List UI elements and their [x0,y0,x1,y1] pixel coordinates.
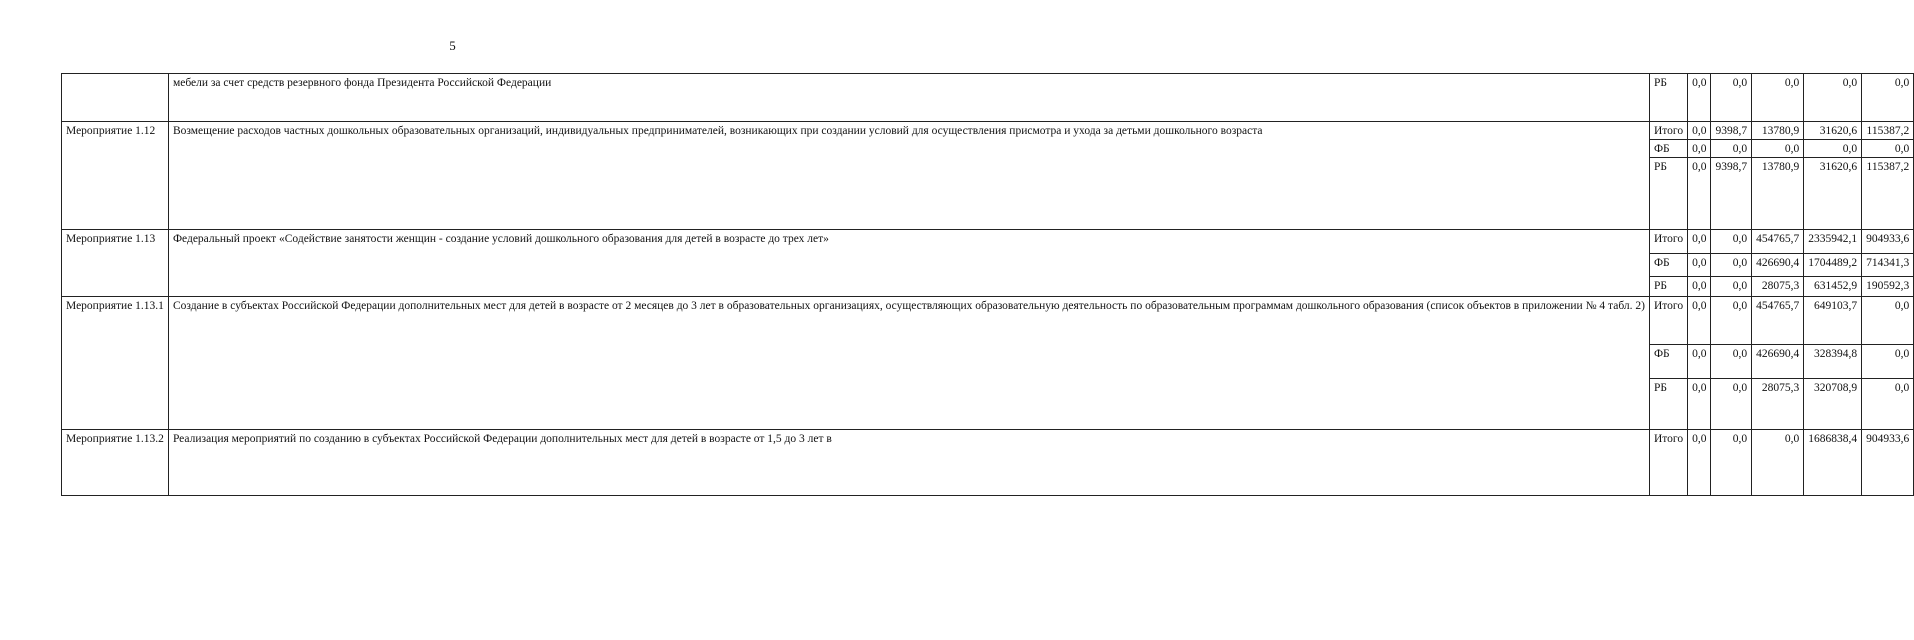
amount-cell: 115387,2 [1862,122,1914,140]
funding-source-cell: Итого [1649,122,1687,140]
event-description-cell: мебели за счет средств резервного фонда Президента Российской Федерации [168,74,1649,122]
amount-cell: 0,0 [1862,140,1914,158]
amount-cell: 0,0 [1804,140,1862,158]
table-row [62,297,1914,345]
amount-cell: 0,0 [1688,158,1711,230]
amount-cell: 0,0 [1862,345,1914,379]
event-code-cell [62,74,169,122]
amount-cell: 0,0 [1688,379,1711,430]
table-row [62,230,1914,254]
funding-source-cell: ФБ [1649,254,1687,277]
amount-cell: 426690,4 [1752,345,1804,379]
table-row [62,122,1914,140]
amount-cell: 2335942,1 [1804,230,1862,254]
budget-table [61,73,1914,496]
funding-source-cell: РБ [1649,74,1687,122]
event-code-cell: Мероприятие 1.13.1 [62,297,169,430]
event-code-cell: Мероприятие 1.13.2 [62,430,169,496]
funding-source-cell: Итого [1649,297,1687,345]
amount-cell: 0,0 [1711,277,1752,297]
amount-cell: 454765,7 [1752,297,1804,345]
amount-cell: 454765,7 [1752,230,1804,254]
amount-cell: 328394,8 [1804,345,1862,379]
amount-cell: 0,0 [1711,254,1752,277]
amount-cell: 0,0 [1711,345,1752,379]
amount-cell: 9398,7 [1711,158,1752,230]
funding-source-cell: Итого [1649,430,1687,496]
amount-cell: 13780,9 [1752,158,1804,230]
amount-cell: 0,0 [1688,74,1711,122]
amount-cell: 0,0 [1688,230,1711,254]
amount-cell: 1686838,4 [1804,430,1862,496]
table-row [62,74,1914,122]
event-description-cell: Реализация мероприятий по созданию в субъектах Российской Федерации дополнительных мест для детей в возрасте от 1,5 до 3 лет в [168,430,1649,496]
amount-cell: 426690,4 [1752,254,1804,277]
amount-cell: 904933,6 [1862,430,1914,496]
amount-cell: 28075,3 [1752,379,1804,430]
amount-cell: 190592,3 [1862,277,1914,297]
funding-source-cell: Итого [1649,230,1687,254]
table-row [62,430,1914,496]
amount-cell: 0,0 [1688,430,1711,496]
amount-cell: 0,0 [1804,74,1862,122]
page-number: 5 [449,38,456,53]
amount-cell: 0,0 [1711,430,1752,496]
amount-cell: 9398,7 [1711,122,1752,140]
amount-cell: 13780,9 [1752,122,1804,140]
amount-cell: 28075,3 [1752,277,1804,297]
amount-cell: 0,0 [1688,345,1711,379]
amount-cell: 115387,2 [1862,158,1914,230]
amount-cell: 0,0 [1711,74,1752,122]
amount-cell: 631452,9 [1804,277,1862,297]
funding-source-cell: РБ [1649,379,1687,430]
event-description-cell: Федеральный проект «Содействие занятости женщин - создание условий дошкольного образования для детей в возрасте до трех лет» [168,230,1649,297]
amount-cell: 320708,9 [1804,379,1862,430]
amount-cell: 0,0 [1752,140,1804,158]
amount-cell: 904933,6 [1862,230,1914,254]
funding-source-cell: РБ [1649,158,1687,230]
amount-cell: 0,0 [1688,297,1711,345]
amount-cell: 31620,6 [1804,158,1862,230]
amount-cell: 649103,7 [1804,297,1862,345]
event-code-cell: Мероприятие 1.12 [62,122,169,230]
amount-cell: 0,0 [1711,297,1752,345]
amount-cell: 0,0 [1711,230,1752,254]
amount-cell: 0,0 [1862,297,1914,345]
amount-cell: 0,0 [1862,379,1914,430]
amount-cell: 0,0 [1688,140,1711,158]
amount-cell: 0,0 [1688,254,1711,277]
amount-cell: 0,0 [1752,430,1804,496]
amount-cell: 0,0 [1711,379,1752,430]
amount-cell: 714341,3 [1862,254,1914,277]
funding-source-cell: РБ [1649,277,1687,297]
amount-cell: 0,0 [1752,74,1804,122]
amount-cell: 0,0 [1862,74,1914,122]
amount-cell: 0,0 [1688,122,1711,140]
amount-cell: 0,0 [1688,277,1711,297]
funding-source-cell: ФБ [1649,345,1687,379]
amount-cell: 0,0 [1711,140,1752,158]
funding-source-cell: ФБ [1649,140,1687,158]
event-description-cell: Создание в субъектах Российской Федерации дополнительных мест для детей в возрасте от 2 месяцев до 3 лет в образовательных организациях, осуществляющих образовательную деятельность по образовательным программам дошкольного образования (список объектов в приложении № 4 табл. 2) [168,297,1649,430]
amount-cell: 1704489,2 [1804,254,1862,277]
event-code-cell: Мероприятие 1.13 [62,230,169,297]
amount-cell: 31620,6 [1804,122,1862,140]
event-description-cell: Возмещение расходов частных дошкольных образовательных организаций, индивидуальных предпринимателей, возникающих при создании условий для осуществления присмотра и ухода за детьми дошкольного возраста [168,122,1649,230]
